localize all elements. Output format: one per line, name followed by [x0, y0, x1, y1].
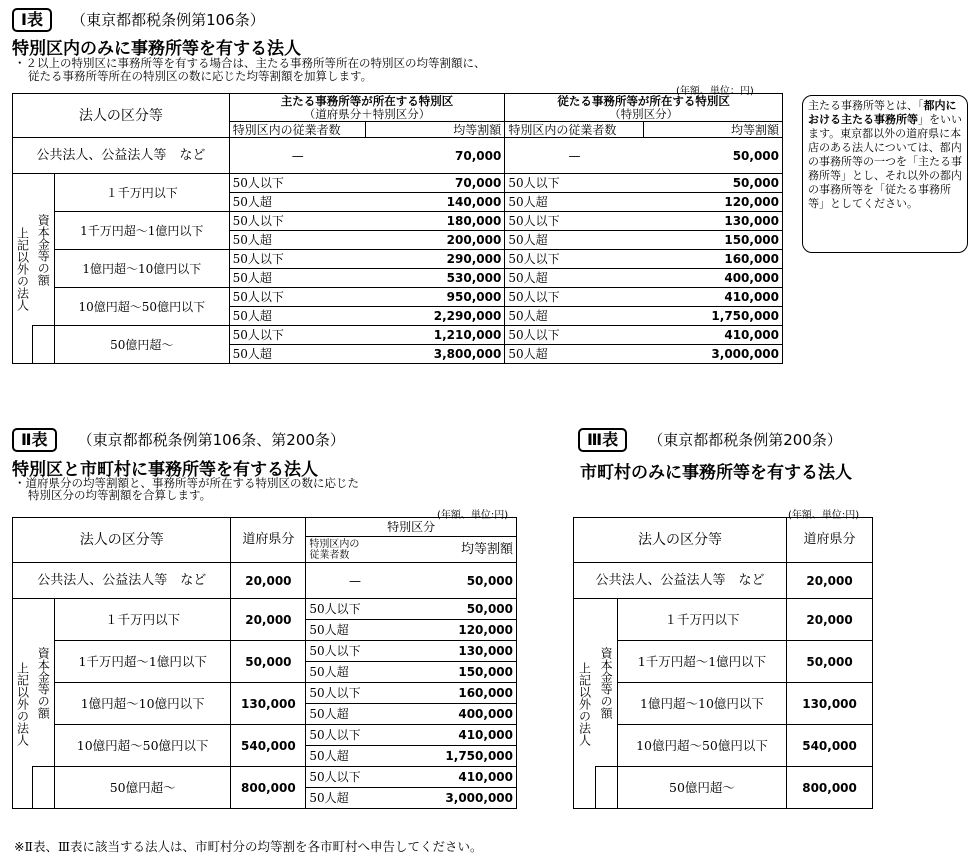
table2	[12, 517, 517, 809]
table1-col-amt-2: 均等割額	[644, 122, 783, 138]
table3-law: （東京都都税条例第200条）	[648, 431, 842, 449]
table1-sub-emp: 50人超	[505, 193, 644, 212]
table1-sub-amt: 150,000	[644, 231, 783, 250]
table3-header	[578, 428, 842, 452]
table2-row-pref: 540,000	[231, 725, 306, 767]
table1-header	[12, 8, 265, 32]
table2-law: （東京都都税条例第106条、第200条）	[77, 431, 345, 449]
table1-sub-emp: 50人超	[505, 269, 644, 288]
table3-label: Ⅲ表	[578, 428, 627, 452]
table2-row-pref: 130,000	[231, 683, 306, 725]
table1-sub-amt: 120,000	[644, 193, 783, 212]
table3-row	[574, 767, 873, 809]
table2-amt: 130,000	[404, 641, 517, 662]
table1	[12, 93, 783, 364]
table2-note-2: 特別区分の均等割額を合算します。	[28, 488, 212, 502]
table1-main-emp: 50人以下	[229, 288, 366, 307]
table2-row	[13, 683, 517, 704]
table2-amt: 160,000	[404, 683, 517, 704]
table2-emp: 50人以下	[306, 767, 404, 788]
table1-public-sub-emp: —	[505, 138, 644, 174]
table1-side-label: 上記以外の法人	[13, 174, 33, 364]
table2-row	[13, 641, 517, 662]
table2-row-label: 50億円超～	[54, 767, 230, 809]
table3-row-label: 1千万円超～1億円以下	[617, 641, 786, 683]
table2-row-label: 1千万円超～1億円以下	[54, 641, 230, 683]
table1-main-emp: 50人以下	[229, 326, 366, 345]
table2-row	[13, 725, 517, 746]
table2-row-pref: 800,000	[231, 767, 306, 809]
table2-emp: 50人超	[306, 620, 404, 641]
table1-sub-emp: 50人以下	[505, 212, 644, 231]
table1-row	[13, 288, 783, 307]
table2-row-label: １千万円以下	[54, 599, 230, 641]
callout-note: 主たる事務所等とは、「都内における主たる事務所等」をいいます。東京都以外の道府県に本店のある法人については、都内の事務所等の一つを「主たる事務所等」とし、それ以外の都内の事務所等を「従たる事務所等」としてください。	[802, 95, 968, 253]
table2-header	[12, 428, 345, 452]
table3-row-label: 50億円超～	[617, 767, 786, 809]
table1-sub-amt: 50,000	[644, 174, 783, 193]
table1-main-emp: 50人以下	[229, 212, 366, 231]
table1-public-main-emp: —	[229, 138, 366, 174]
table2-row-label: 10億円超～50億円以下	[54, 725, 230, 767]
table2-heading: 特別区と市町村に事務所等を有する法人	[12, 460, 318, 480]
table1-main-emp: 50人超	[229, 193, 366, 212]
table1-sub-amt: 410,000	[644, 326, 783, 345]
table3-row	[574, 725, 873, 767]
table2-row	[13, 599, 517, 620]
footnote: ※Ⅱ表、Ⅲ表に該当する法人は、市町村分の均等割を各市町村へ申告してください。	[14, 839, 483, 854]
table1-sub-amt: 160,000	[644, 250, 783, 269]
table1-row-label: １千万円以下	[54, 174, 229, 212]
table1-col-emp: 特別区内の従業者数	[229, 122, 366, 138]
table1-col-sub: 従たる事務所等が所在する特別区 （特別区分）	[505, 94, 783, 122]
table1-public-main-amt: 70,000	[366, 138, 505, 174]
table2-amt: 410,000	[404, 767, 517, 788]
table2-emp: 50人以下	[306, 599, 404, 620]
table3-public-pref: 20,000	[787, 563, 873, 599]
table1-sub-amt: 3,000,000	[644, 345, 783, 364]
table2-row-pref: 50,000	[231, 641, 306, 683]
table2-emp: 50人超	[306, 704, 404, 725]
table3-row-label: １千万円以下	[617, 599, 786, 641]
table1-row	[13, 174, 783, 193]
table2-emp: 50人超	[306, 788, 404, 809]
table1-row	[13, 326, 783, 345]
table2-row	[13, 767, 517, 788]
table3-row-label: 10億円超～50億円以下	[617, 725, 786, 767]
table1-sub-emp: 50人以下	[505, 288, 644, 307]
table2-amt: 150,000	[404, 662, 517, 683]
table2-amt: 410,000	[404, 725, 517, 746]
table2-amt: 1,750,000	[404, 746, 517, 767]
table1-capital-blank	[32, 326, 54, 364]
table1-sub-emp: 50人超	[505, 231, 644, 250]
table1-sub-emp: 50人超	[505, 307, 644, 326]
table2-col-emp: 特別区内の 従業者数	[306, 537, 404, 563]
table3-col-kubun: 法人の区分等	[574, 518, 787, 563]
table1-public-label: 公共法人、公益法人等 など	[13, 138, 230, 174]
table1-col-kubun: 法人の区分等	[13, 94, 230, 138]
table1-main-emp: 50人以下	[229, 250, 366, 269]
table2-note-1: ・道府県分の均等割額と、事務所等が所在する特別区の数に応じた	[14, 476, 359, 490]
table3-row-pref: 130,000	[787, 683, 873, 725]
table2-col-pref: 道府県分	[231, 518, 306, 563]
table2-amt: 120,000	[404, 620, 517, 641]
table1-main-emp: 50人超	[229, 307, 366, 326]
table2-capital-blank	[32, 767, 54, 809]
table1-row-label: 1千万円超～1億円以下	[54, 212, 229, 250]
table3-public-label: 公共法人、公益法人等 など	[574, 563, 787, 599]
table1-main-amt: 1,210,000	[366, 326, 505, 345]
table2-row-pref: 20,000	[231, 599, 306, 641]
table1-row-label: 1億円超～10億円以下	[54, 250, 229, 288]
table2-amt: 3,000,000	[404, 788, 517, 809]
table1-main-amt: 180,000	[366, 212, 505, 231]
table3-row	[574, 641, 873, 683]
table2-col-tokubetsu: 特別区分	[306, 518, 517, 537]
table3-row	[574, 599, 873, 641]
table3	[573, 517, 873, 809]
table1-main-amt: 140,000	[366, 193, 505, 212]
table3-row-pref: 540,000	[787, 725, 873, 767]
table1-row-label: 10億円超～50億円以下	[54, 288, 229, 326]
table1-col-amt: 均等割額	[366, 122, 505, 138]
table2-public-pref: 20,000	[231, 563, 306, 599]
table3-row-label: 1億円超～10億円以下	[617, 683, 786, 725]
table1-main-amt: 200,000	[366, 231, 505, 250]
table1-row-label: 50億円超～	[54, 326, 229, 364]
table1-public-sub-amt: 50,000	[644, 138, 783, 174]
table2-col-kubun: 法人の区分等	[13, 518, 231, 563]
table1-sub-amt: 410,000	[644, 288, 783, 307]
table3-capital-label: 資本金等の額	[595, 599, 617, 767]
table1-main-emp: 50人超	[229, 269, 366, 288]
table1-main-amt: 2,290,000	[366, 307, 505, 326]
table2-emp: 50人超	[306, 746, 404, 767]
table1-main-emp: 50人超	[229, 345, 366, 364]
table1-label: Ⅰ表	[12, 8, 52, 32]
table1-row	[13, 250, 783, 269]
table1-main-emp: 50人超	[229, 231, 366, 250]
table2-side-label: 上記以外の法人	[13, 599, 33, 809]
table1-row	[13, 212, 783, 231]
table2-emp: 50人以下	[306, 725, 404, 746]
table3-row-pref: 800,000	[787, 767, 873, 809]
table2-amt: 400,000	[404, 704, 517, 725]
table3-col-pref: 道府県分	[787, 518, 873, 563]
table1-main-amt: 70,000	[366, 174, 505, 193]
table1-sub-emp: 50人超	[505, 345, 644, 364]
table1-sub-amt: 130,000	[644, 212, 783, 231]
table1-note-1: ・２以上の特別区に事務所等を有する場合は、主たる事務所等所在の特別区の均等割額に、	[14, 56, 486, 70]
table3-side-label: 上記以外の法人	[574, 599, 596, 809]
table1-main-amt: 290,000	[366, 250, 505, 269]
table1-capital-label: 資本金等の額	[32, 174, 54, 326]
table1-sub-amt: 400,000	[644, 269, 783, 288]
table2-capital-label: 資本金等の額	[32, 599, 54, 767]
table2-public-emp: —	[306, 563, 404, 599]
table1-law: （東京都都税条例第106条）	[71, 11, 265, 29]
table2-emp: 50人超	[306, 662, 404, 683]
table2-amt: 50,000	[404, 599, 517, 620]
table2-emp: 50人以下	[306, 641, 404, 662]
table3-capital-blank	[595, 767, 617, 809]
table1-unit: (年額、単位：円)	[676, 86, 754, 97]
table1-main-amt: 3,800,000	[366, 345, 505, 364]
table1-main-amt: 950,000	[366, 288, 505, 307]
table1-main-emp: 50人以下	[229, 174, 366, 193]
table3-row-pref: 50,000	[787, 641, 873, 683]
table2-emp: 50人以下	[306, 683, 404, 704]
table1-main-amt: 530,000	[366, 269, 505, 288]
table3-row-pref: 20,000	[787, 599, 873, 641]
table3-unit: (年額、単位:円)	[788, 510, 860, 521]
table3-heading: 市町村のみに事務所等を有する法人	[580, 463, 852, 483]
table3-row	[574, 683, 873, 725]
table2-public-amt: 50,000	[404, 563, 517, 599]
table2-public-label: 公共法人、公益法人等 など	[13, 563, 231, 599]
table1-col-emp-2: 特別区内の従業者数	[505, 122, 644, 138]
table1-sub-amt: 1,750,000	[644, 307, 783, 326]
table1-note-2: 従たる事務所等所在の特別区の数に応じた均等割額を加算します。	[28, 69, 373, 83]
table1-col-main: 主たる事務所等が所在する特別区 （道府県分＋特別区分）	[229, 94, 505, 122]
table2-label: Ⅱ表	[12, 428, 57, 452]
table1-heading: 特別区内のみに事務所等を有する法人	[12, 39, 301, 59]
table1-sub-emp: 50人以下	[505, 174, 644, 193]
table2-row-label: 1億円超～10億円以下	[54, 683, 230, 725]
table2-col-amt: 均等割額	[404, 537, 517, 563]
table2-unit: (年額、単位:円)	[437, 510, 509, 521]
table1-sub-emp: 50人以下	[505, 326, 644, 345]
table1-sub-emp: 50人以下	[505, 250, 644, 269]
